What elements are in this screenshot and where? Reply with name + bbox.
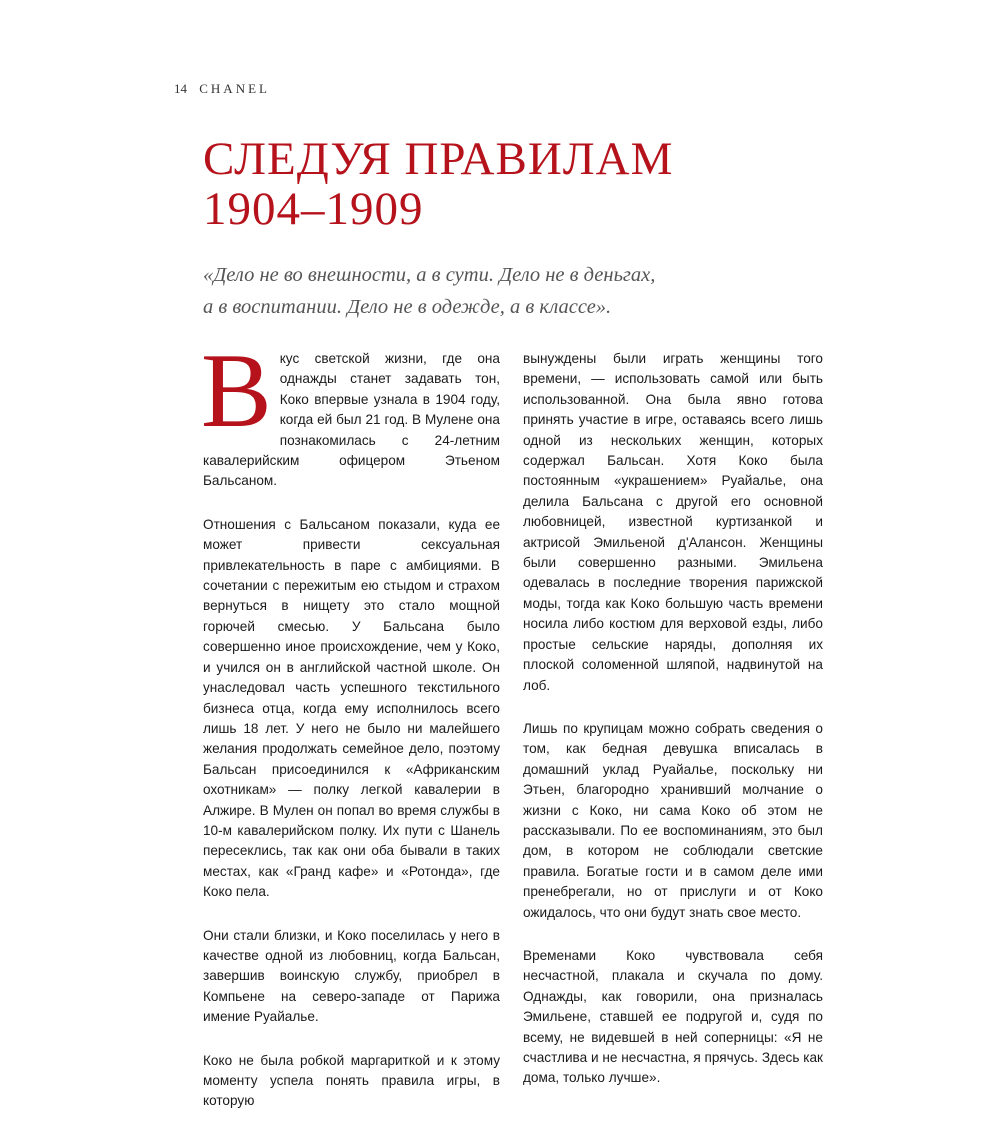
right-text-column [523,349,823,1112]
epigraph-quote [203,259,823,323]
running-head [174,81,270,97]
running-head-label: CHANEL [199,81,270,96]
body-paragraph: Коко не была робкой маргариткой и к этому моменту успела понять правила игры, в которую [203,1052,500,1109]
body-paragraph: вынуждены были играть женщины того времени, — использовать самой или быть использованной. Она была явно готова принять участие в игре, оставаясь всего лишь одной из нескольких женщин, которых содержал Бальсан. Хотя Коко была постоянным «украшением» Руайалье, она делила Бальсана с другой его основной любовницей, известной куртизанкой и актрисой Эмильеной д'Алансон. Женщины были совершенно разными. Эмильена одевалась в последние творения парижской моды, тогда как Коко большую часть времени носила либо костюм для верховой езды, либо простые сельские наряды, дополняя их плоской соломенной шляпой, надвинутой на лоб. [523,351,823,693]
body-paragraph: Отношения с Бальсаном показали, куда ее может привести сексуальная привлекательность в паре с амбициями. В сочетании с пережитым ею стыдом и страхом вернуться в нищету это стало мощной горючей смесью. У Бальсана было совершенно иное происхождение, чем у Коко, и учился он в английской частной школе. Он унаследовал часть успешного текстильного бизнеса отца, когда ему исполнилось всего лишь 18 лет. У него не было ни малейшего желания продолжать семейное дело, поэтому Бальсан присоединился к «Африканским охотникам» — полку легкой кавалерии в Алжире. В Мулен он попал во время службы в 10-м кавалерийском полку. Их пути с Шанель пересеклись, так как они оба бывали в таких местах, как «Гранд кафе» и «Ротонда», где Коко пела. [203,516,500,900]
body-paragraph [201,332,500,492]
chapter-title-line-2: 1904–1909 [203,183,424,235]
body-paragraph: Лишь по крупицам можно собрать сведения о том, как бедная девушка вписалась в домашний уклад Руайалье, поскольку ни Этьен, благородно хранивший молчание о жизни с Коко, ни сама Коко об этом не рассказывали. По ее воспоминаниям, это был дом, в котором не соблюдали светские правила. Богатые гости и в самом деле ими пренебрегали, но от прислуги и от Коко ожидалось, что они будут знать свое место. [523,720,823,920]
chapter-title [203,134,823,234]
epigraph-line-1: «Дело не во внешности, а в сути. Дело не в деньгах, [203,264,656,286]
drop-cap: В [201,332,272,449]
body-paragraph: Они стали близки, и Коко поселилась у него в качестве одной из любовниц, когда Бальсан, завершив воинскую службу, приобрел в Компьене на северо-западе от Парижа имение Руайалье. [203,927,500,1025]
chapter-title-line-1: СЛЕДУЯ ПРАВИЛАМ [203,133,674,185]
page-number: 14 [174,81,187,96]
paragraph-text: кус светской жизни, где она однажды станет задавать тон, Коко впервые узнала в 1904 году, когда ей был 21 год. В Мулене она познакомилась с 24-летним кавалерийским офицером Этьеном Бальсаном. [203,351,500,489]
left-text-column [201,332,500,1135]
epigraph-line-2: а в воспитании. Дело не в одежде, а в классе». [203,296,612,318]
body-paragraph: Временами Коко чувствовала себя несчастной, плакала и скучала по дому. Однажды, как говорили, она призналась Эмильене, ставшей ее подругой и, судя по всему, не видевшей в ней соперницы: «Я не счастлива и не несчастна, я прячусь. Здесь как дома, только лучше». [523,947,823,1086]
